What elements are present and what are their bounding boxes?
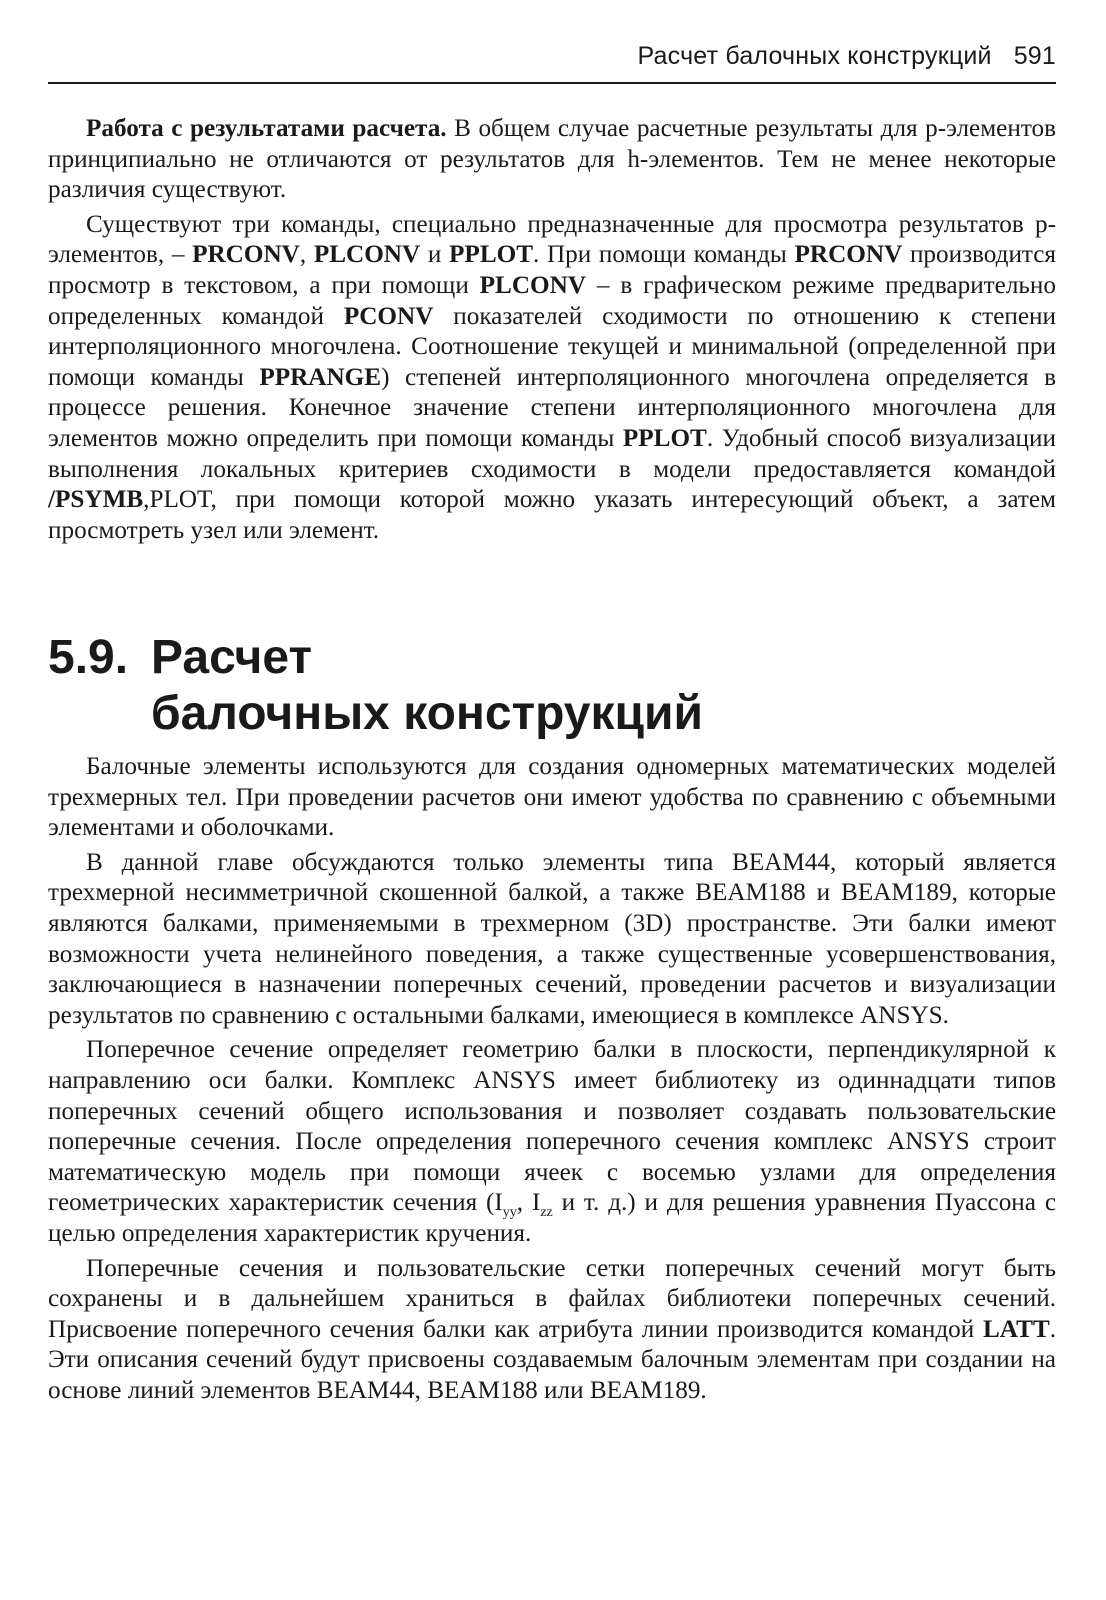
- paragraph: [48, 1254, 1056, 1407]
- page-number: 591: [1013, 42, 1056, 70]
- paragraph: Балочные элементы используются для создания одномерных математических моделей трехмерных тел. При проведении расчетов они имеют удобства по сравнению с объемными элементами и оболочками.: [48, 753, 1056, 842]
- command-name: PLCONV: [313, 241, 421, 269]
- results-section: [48, 114, 1056, 550]
- text-run: ,PLOT, при помощи которой можно указать интересующий объект, а затем просмотреть узел или элемент.: [48, 486, 1056, 544]
- paragraph-text: В общем случае расчетные результаты для p-элементов принципиально не отличаются от результатов для h-элементов. Тем не менее некоторые различия существуют.: [48, 115, 1056, 204]
- text-run: Поперечное сечение определяет геометрию балки в плоскости, перпендикулярной к направлению оси балки. Комплекс ANSYS имеет библиотеку из одиннадцати типов поперечных сечений общего использования и позволяет создавать пользовательские поперечные сечения. После определения поперечного сечения комплекс ANSYS строит математическую модель при помощи ячеек с восемью узлами для определения геометрических характеристик сечения (I: [48, 1036, 1056, 1217]
- text-run: показателей сходимости по отношению к степени интерполяционного многочлена. Соотношение текущей и минимальной (определенной при помощи команды: [48, 302, 1056, 391]
- paragraph: В данной главе обсуждаются только элементы типа BEAM44, который является трехмерной несимметричной скошенной балкой, а также BEAM188 и BEAM189, которые являются балками, применяемыми в трехмерном (3D) пространстве. Эти балки имеют возможности учета нелинейного поведения, а также существенные усовершенствования, заключающиеся в назначении поперечных сечений, проведении расчетов и визуализации результатов по сравнению с остальными балками, имеющиеся в комплексе ANSYS.: [48, 848, 1056, 1029]
- command-name: LATT: [982, 1315, 1050, 1343]
- text-run: . Удобный способ визуализации выполнения локальных критериев сходимости в модели предоставляется командой: [48, 424, 1056, 483]
- text-run: производится просмотр в текстовом, а при помощи: [48, 241, 1057, 299]
- text-run: – в графическом режиме предварительно определенных командой: [48, 271, 1056, 330]
- chapter-title-line1: Расчет: [151, 631, 312, 684]
- chapter-heading: [48, 630, 1056, 742]
- chapter-number: 5.9.: [48, 631, 129, 684]
- chapter-title-line2: балочных конструкций: [151, 687, 704, 740]
- command-name: PRCONV: [794, 241, 903, 269]
- running-head-title: Расчет балочных конструкций: [637, 42, 992, 70]
- paragraph: [48, 114, 1056, 206]
- text-run: и: [420, 241, 450, 269]
- command-name: PRCONV: [192, 241, 300, 269]
- running-head-text: [638, 42, 1056, 71]
- subscript: zz: [540, 1205, 553, 1221]
- paragraph: [48, 210, 1056, 547]
- text-run: Поперечные сечения и пользовательские сетки поперечных сечений могут быть сохранены и в дальнейшем храниться в файлах библиотеки поперечных сечений. Присвоение поперечного сечения балки как атрибута линии производится командой: [48, 1254, 1056, 1343]
- text-run: ) степеней интерполяционного многочлена определяется в процессе решения. Конечное значение степени интерполяционного многочлена для элементов можно определить при помощи команды: [48, 363, 1056, 452]
- paragraph-lead: Работа с результатами расчета.: [86, 115, 447, 142]
- text-run: , I: [516, 1189, 541, 1217]
- text-run: Существуют три команды, специально предназначенные для просмотра результатов p-элементов, –: [48, 210, 1056, 269]
- command-name: PLCONV: [479, 271, 587, 299]
- subscript: yy: [502, 1205, 517, 1221]
- command-name: /PSYMB: [48, 486, 144, 514]
- command-name: PPLOT: [622, 424, 707, 452]
- text-run: и т. д.) и для решения уравнения Пуассона с целью определения характеристик кручения.: [48, 1189, 1056, 1247]
- text-run: ,: [299, 241, 314, 269]
- text-run: . Эти описания сечений будут присвоены создаваемым балочным элементам при создании на основе линий элементов BEAM44, BEAM188 или BEAM189.: [48, 1315, 1056, 1404]
- paragraph: [48, 1035, 1056, 1249]
- text-run: . При помощи команды: [533, 241, 795, 269]
- command-name: PPLOT: [449, 241, 534, 269]
- running-head: [48, 34, 1056, 84]
- command-name: PCONV: [343, 302, 434, 330]
- command-name: PPRANGE: [259, 363, 382, 391]
- beams-section: [48, 752, 1056, 1410]
